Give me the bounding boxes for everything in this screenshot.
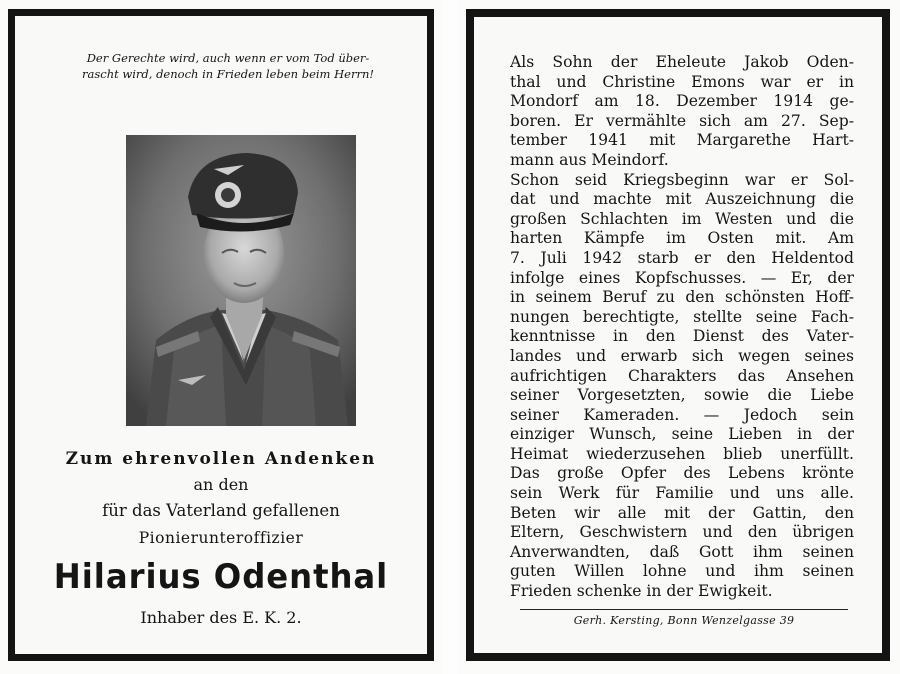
bio-line: in seinem Beruf zu den schönsten Hoff- (510, 288, 854, 307)
bio-line: Heimat wiederzusehen blieb unerfüllt. (510, 444, 854, 463)
bio-line: Eltern, Geschwistern und den übrigen (510, 523, 854, 542)
bio-line: Das große Opfer des Lebens krönte (510, 464, 854, 483)
memorial-heading: Zum ehrenvollen Andenken (65, 449, 377, 469)
memorial-line-an-den: an den (193, 475, 249, 494)
memorial-card-front (8, 9, 434, 661)
rank-title: Pionierunteroffizier (138, 529, 304, 547)
bio-line: Schon seid Kriegsbeginn war er Sol- (510, 170, 854, 189)
deceased-name: Hilarius Odenthal (53, 557, 389, 597)
memorial-line-vaterland: für das Vaterland gefallenen (102, 501, 340, 520)
biography-text (510, 53, 854, 602)
bio-line: Beten wir alle mit der Gattin, den (510, 503, 854, 522)
soldier-portrait-photo (126, 135, 356, 426)
bio-line: landes und erwarb sich wegen seines (510, 346, 854, 365)
award-line: Inhaber des E. K. 2. (140, 608, 302, 627)
bio-line: Frieden schenke in der Ewigkeit. (510, 582, 773, 601)
bio-line: dat und machte mit Auszeichnung die (510, 190, 854, 209)
bio-line: seiner Kameraden. — Jedoch sein (510, 405, 854, 424)
bio-line: infolge eines Kopfschusses. — Er, der (510, 268, 854, 287)
bio-line: kenntnisse in den Dienst des Vater- (510, 327, 854, 346)
verse-line-1: Der Gerechte wird, auch wenn er vom Tod über- (86, 51, 370, 65)
bio-line: mann aus Meindorf. (510, 150, 669, 169)
bio-line: tember 1941 mit Margarethe Hart- (510, 131, 854, 150)
bible-verse (55, 50, 401, 82)
bio-line: nungen berechtigte, stellte seine Fach- (510, 307, 854, 326)
bio-line: 7. Juli 1942 starb er den Heldentod (510, 248, 854, 267)
memorial-card-back (466, 9, 890, 661)
bio-line: aufrichtigen Charakters das Ansehen (510, 366, 854, 385)
bio-line: boren. Er vermählte sich am 27. Sep- (510, 111, 854, 130)
bio-line: harten Kämpfe im Osten mit. Am (510, 229, 854, 248)
bio-line: Als Sohn der Eheleute Jakob Oden- (510, 53, 854, 71)
bio-line: großen Schlachten im Westen und die (510, 209, 854, 228)
bio-line: einziger Wunsch, seine Lieben in der (510, 425, 854, 444)
bio-line: guten Willen lohne und ihm seinen (510, 562, 854, 581)
printer-imprint: Gerh. Kersting, Bonn Wenzelgasse 39 (573, 614, 795, 627)
bio-line: sein Werk für Familie und uns alle. (510, 484, 854, 503)
card-gap (443, 0, 459, 674)
verse-line-2: rascht wird, denoch in Frieden leben beim Herrn! (82, 67, 374, 81)
bio-line: seiner Vorgesetzten, sowie die Liebe (510, 386, 854, 405)
bio-line: Mondorf am 18. Dezember 1914 ge- (510, 92, 854, 111)
bio-line: thal und Christine Emons war er in (510, 72, 854, 91)
bio-line: Anverwandten, daß Gott ihm seinen (510, 542, 854, 561)
footer-divider (520, 609, 848, 610)
